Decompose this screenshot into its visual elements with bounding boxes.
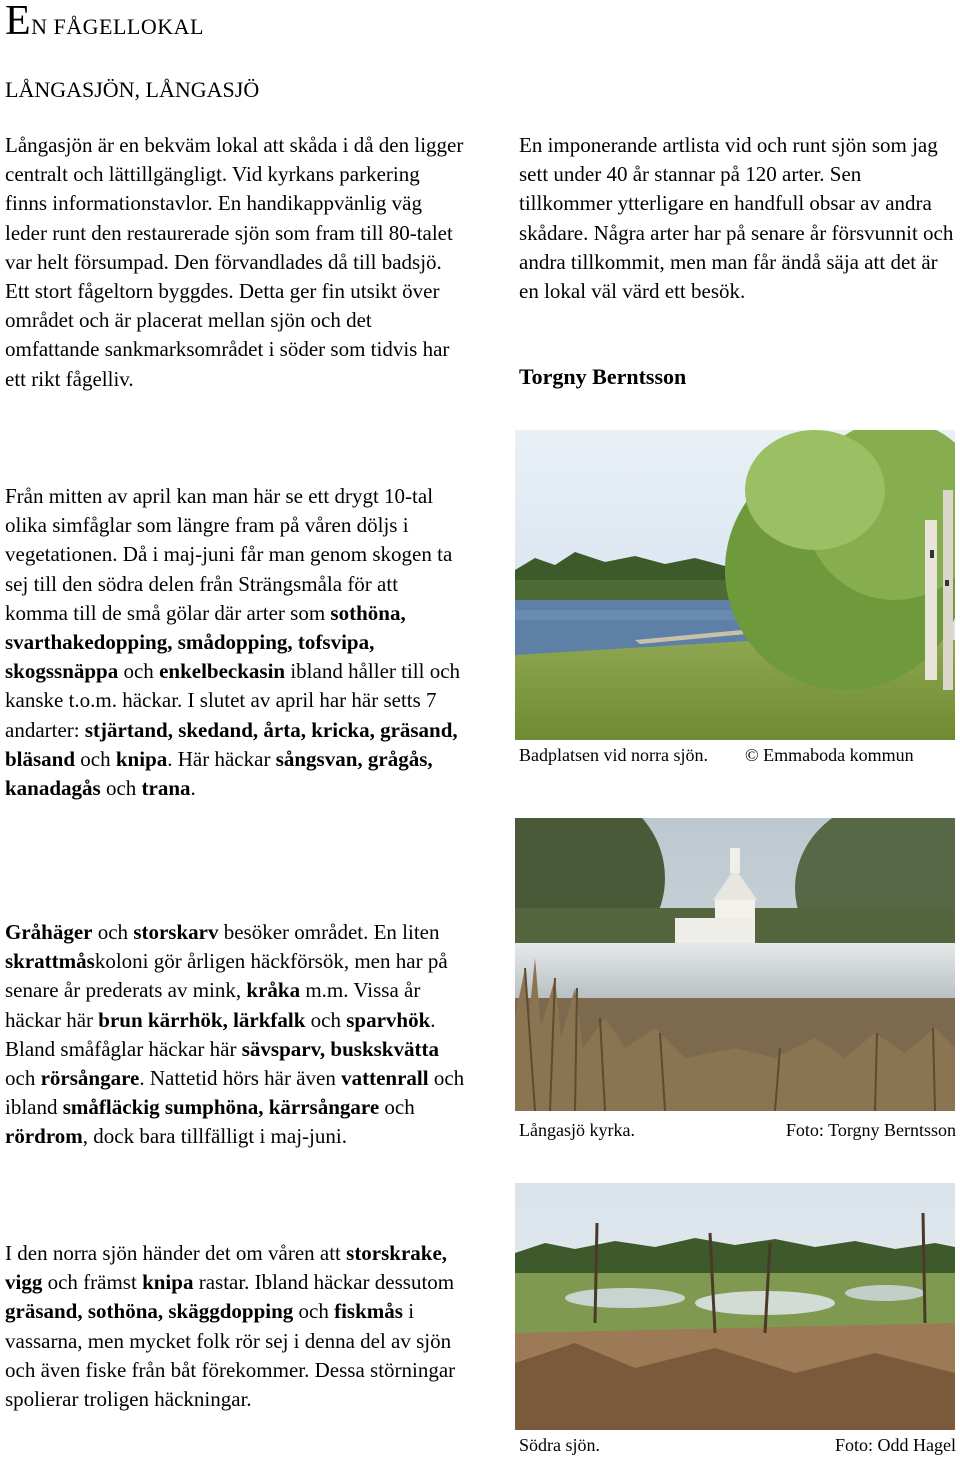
species-name: gräsand, sothöna, skäggdopping — [5, 1299, 294, 1324]
text-run: ibland håller till och kanske t.o.m. häckar. I slutet av april har här setts 7 andarter: — [5, 659, 461, 742]
spring-birds-paragraph — [5, 482, 465, 803]
text-run: och — [305, 1007, 347, 1032]
species-name: rördrom — [5, 1124, 83, 1149]
species-name: kråka — [246, 978, 301, 1003]
text-run: . Här häckar — [167, 746, 276, 771]
text-run: I den norra sjön händer det om våren att — [5, 1241, 347, 1265]
photo-credit: Foto: Torgny Berntsson — [785, 1120, 956, 1140]
species-name: sparvhök — [346, 1007, 431, 1032]
species-name: storskarv — [133, 920, 219, 944]
text-run: koloni gör årligen häckförsök, men har på senare år prederats av mink, — [5, 949, 448, 1003]
photo-southern-lake — [515, 1183, 955, 1430]
text-run: och — [293, 1299, 335, 1324]
text-run: m.m. Vissa år häckar här — [5, 978, 421, 1032]
text-run: i vassarna, men mycket folk rör sej i denna del av sjön och även fiske från båt förekommer. Dessa störningar spolierar troligen häckningar. — [5, 1299, 456, 1412]
title-rest: N FÅGELLOKAL — [31, 14, 204, 39]
breeding-birds-paragraph — [5, 918, 465, 1152]
species-name: stjärtand, skedand, årta, kricka, gräsand, bläsand — [5, 717, 458, 771]
species-name: knipa — [142, 1270, 194, 1295]
text-run: och — [100, 776, 142, 801]
species-name: vattenrall — [341, 1066, 429, 1091]
north-lake-paragraph — [5, 1239, 465, 1414]
text-run: . Nattetid hörs här även — [139, 1066, 342, 1091]
species-name: storskrake, vigg — [5, 1241, 448, 1295]
photo-church — [515, 818, 955, 1111]
text-run: och — [118, 659, 160, 684]
author-name: Torgny Berntsson — [519, 364, 687, 389]
intro-paragraph: Långasjön är en bekväm lokal att skåda i då den ligger centralt och lättillgängligt. Vid kyrkans parkering finns informationstavlor. En handikappvänlig väg leder runt den restaurerade sjön som fram till 80-talet var helt försumpad. Den förvandlades då till badsjö. Ett stort fågeltorn byggdes. Detta ger fin utsikt över området och är placerat mellan sjön och det omfattande sankmarksområdet i söder som tidvis har ett rikt fågelliv. — [5, 133, 464, 391]
photo-caption: Långasjö kyrka. — [519, 1120, 635, 1140]
species-name: småfläckig sumphöna, kärrsångare — [62, 1095, 380, 1120]
text-run: och — [75, 746, 116, 771]
species-name: fiskmås — [334, 1299, 403, 1324]
species-name: knipa — [115, 746, 168, 771]
species-name: trana — [141, 776, 191, 801]
text-run: , dock bara tillfälligt i maj-juni. — [82, 1124, 347, 1149]
species-name: skrattmås — [5, 949, 95, 974]
text-run: Från mitten av april kan man här se ett drygt 10-tal olika simfåglar som längre fram på våren döljs i vegetationen. Då i maj-juni får man genom skogen ta sej till den södra delen från Strängsmåla för att komma till de små gölar där arter som — [5, 484, 453, 625]
species-name: enkelbeckasin — [159, 659, 286, 684]
species-name: sothöna, svarthakedopping, smådopping, tofsvipa, skogssnäppa — [5, 600, 406, 684]
photo-bathing-place — [515, 430, 955, 740]
title-initial: E — [5, 0, 32, 44]
text-run: och ibland — [5, 1066, 465, 1120]
text-run: och — [5, 1066, 41, 1091]
text-run: rastar. Ibland häckar dessutom — [193, 1270, 455, 1295]
species-name: rörsångare — [40, 1066, 140, 1091]
page-title — [5, 0, 204, 42]
species-list-paragraph: En imponerande artlista vid och runt sjön som jag sett under 40 år stannar på 120 arter. Sen tillkommer ytterligare en handfull obsar av andra skådare. Några arter har på senare år försvunnit och andra tillkommit, men man får ändå säja att det är en lokal väl värd ett besök. — [519, 133, 954, 304]
species-name: sävsparv, buskskvätta — [241, 1036, 439, 1061]
text-run: . — [190, 776, 196, 801]
species-name: sångsvan, grågås, kanadagås — [5, 746, 433, 801]
text-run: och — [379, 1095, 415, 1120]
photo-caption: Södra sjön. — [519, 1435, 600, 1455]
text-run: . Bland småfåglar häckar här — [5, 1007, 436, 1061]
text-run: och främst — [42, 1270, 143, 1295]
species-name: brun kärrhök, lärkfalk — [98, 1007, 306, 1032]
photo-credit: © Emmaboda kommun — [745, 745, 914, 765]
species-name: Gråhäger — [5, 920, 93, 944]
text-run: besöker området. En liten — [218, 920, 440, 944]
location-subtitle: LÅNGASJÖN, LÅNGASJÖ — [5, 77, 260, 102]
text-run: och — [92, 920, 134, 944]
photo-credit: Foto: Odd Hagel — [835, 1435, 956, 1455]
photo-caption: Badplatsen vid norra sjön. — [519, 745, 708, 765]
